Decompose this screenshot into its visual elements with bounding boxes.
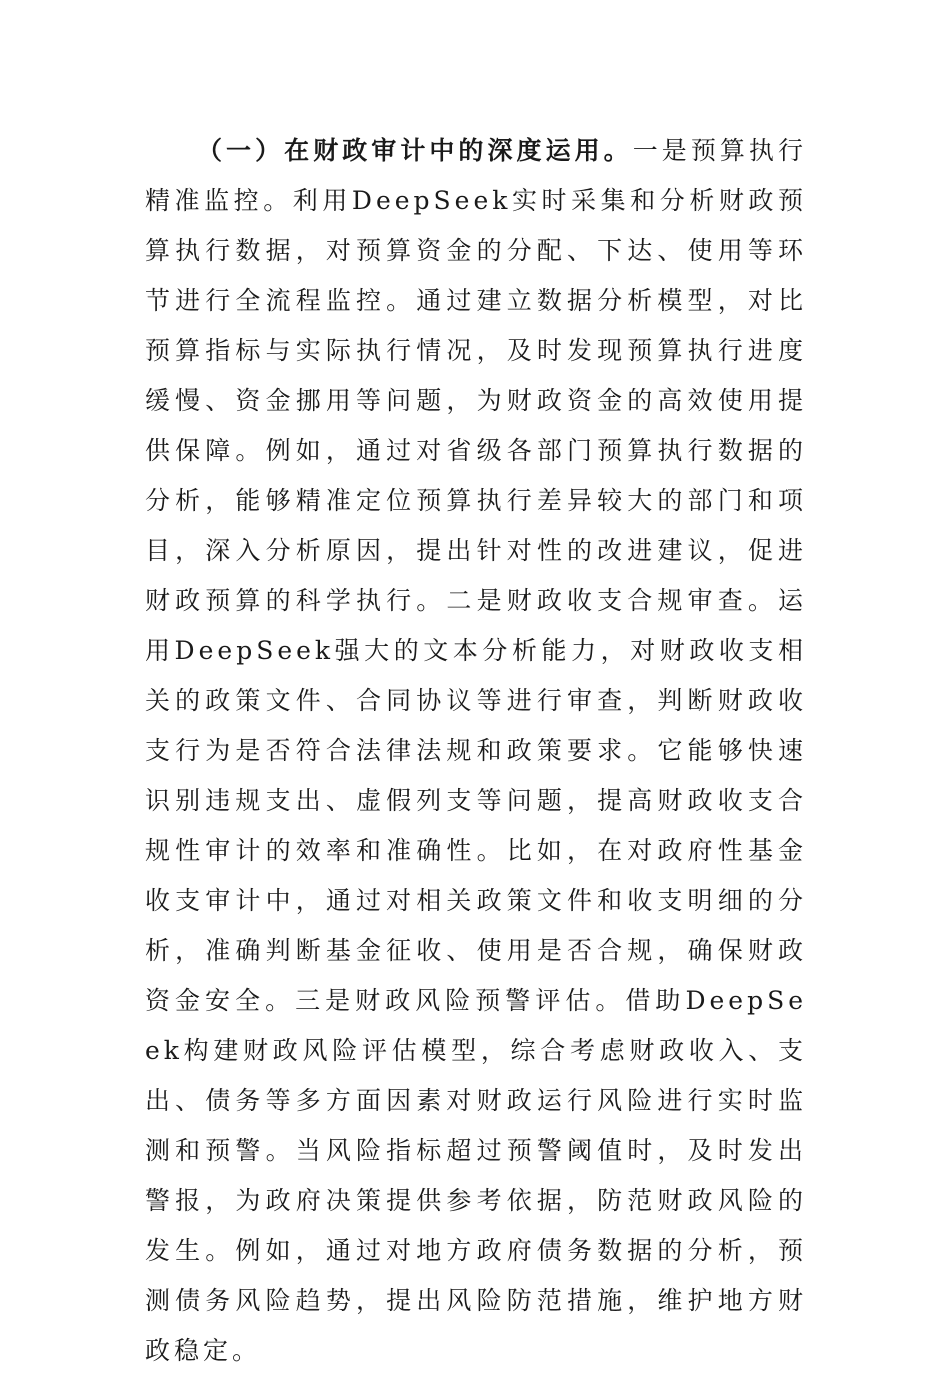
paragraph-text: 一是预算执行精准监控。利用DeepSeek实时采集和分析财政预算执行数据，对预算资金的分配、下达、使用等环节进行全流程监控。通过建立数据分析模型，对比预算指标与实际执行情况，及时发现预算执行进度缓慢、资金挪用等问题，为财政资金的高效使用提供保障。例如，通过对省级各部门预算执行数据的分析，能够精准定位预算执行差异较大的部门和项目，深入分析原因，提出针对性的改进建议，促进财政预算的科学执行。二是财政收支合规审查。运用DeepSeek强大的文本分析能力，对财政收支相关的政策文件、合同协议等进行审查，判断财政收支行为是否符合法律法规和政策要求。它能够快速识别违规支出、虚假列支等问题，提高财政收支合规性审计的效率和准确性。比如，在对政府性基金收支审计中，通过对相关政策文件和收支明细的分析，准确判断基金征收、使用是否合规，确保财政资金安全。三是财政风险预警评估。借助DeepSeek构建财政风险评估模型，综合考虑财政收入、支出、债务等多方面因素对财政运行风险进行实时监测和预警。当风险指标超过预警阈值时，及时发出警报，为政府决策提供参考依据，防范财政风险的发生。例如，通过对地方政府债务数据的分析，预测债务风险趋势，提出风险防范措施，维护地方财政稳定。 bbox=[145, 136, 807, 1365]
section-heading: （一）在财政审计中的深度运用。 bbox=[197, 136, 633, 165]
body-paragraph bbox=[145, 126, 807, 1376]
